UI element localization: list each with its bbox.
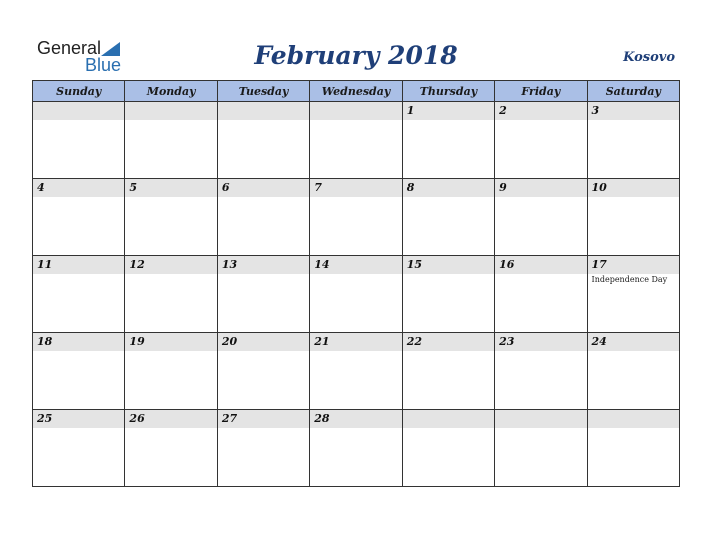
day-cell: [217, 410, 309, 487]
calendar-grid: [32, 80, 680, 487]
day-cell: [587, 256, 679, 333]
day-number: 8: [403, 179, 494, 197]
day-number: 3: [588, 102, 679, 120]
week-row: [33, 256, 680, 333]
day-cell: [495, 102, 587, 179]
day-number: 7: [310, 179, 401, 197]
day-number: [403, 410, 494, 428]
country-label: Kosovo: [623, 50, 675, 65]
day-cell: [495, 333, 587, 410]
day-number: 17: [588, 256, 679, 274]
day-cell: [310, 256, 402, 333]
week-row: [33, 179, 680, 256]
day-number: [218, 102, 309, 120]
day-cell: [402, 256, 494, 333]
day-cell: [587, 333, 679, 410]
day-number: 18: [33, 333, 124, 351]
day-number: 19: [125, 333, 216, 351]
day-cell: [310, 179, 402, 256]
day-cell: [587, 410, 679, 487]
day-number: 14: [310, 256, 401, 274]
day-number: 6: [218, 179, 309, 197]
page-title: February 2018: [254, 41, 458, 70]
day-number: 23: [495, 333, 586, 351]
day-number: 15: [403, 256, 494, 274]
day-cell: [33, 256, 125, 333]
day-number: 21: [310, 333, 401, 351]
day-cell: [402, 410, 494, 487]
logo-word-general: General: [37, 38, 102, 58]
day-number: 27: [218, 410, 309, 428]
weekday-header: Thursday: [402, 81, 494, 102]
day-cell: [310, 410, 402, 487]
day-number: 9: [495, 179, 586, 197]
weekday-header: Wednesday: [310, 81, 402, 102]
day-cell: [125, 410, 217, 487]
weekday-header-row: [33, 81, 680, 102]
day-number: 13: [218, 256, 309, 274]
day-cell: [402, 333, 494, 410]
day-number: 20: [218, 333, 309, 351]
day-number: 22: [403, 333, 494, 351]
day-number: 5: [125, 179, 216, 197]
weekday-header: Saturday: [587, 81, 679, 102]
week-row: [33, 333, 680, 410]
day-number: 28: [310, 410, 401, 428]
day-cell: [33, 102, 125, 179]
day-cell: [33, 179, 125, 256]
day-cell: [495, 179, 587, 256]
day-number: 11: [33, 256, 124, 274]
day-cell: [33, 333, 125, 410]
logo-word-blue: Blue: [85, 55, 122, 75]
day-number: 26: [125, 410, 216, 428]
day-cell: [587, 179, 679, 256]
day-number: 25: [33, 410, 124, 428]
day-number: 10: [588, 179, 679, 197]
day-number: [310, 102, 401, 120]
day-number: 1: [403, 102, 494, 120]
weekday-header: Monday: [125, 81, 217, 102]
day-cell: [33, 410, 125, 487]
day-number: [125, 102, 216, 120]
day-cell: [125, 179, 217, 256]
weekday-header: Sunday: [33, 81, 125, 102]
day-cell: [217, 333, 309, 410]
week-row: [33, 102, 680, 179]
day-cell: [125, 102, 217, 179]
day-number: 24: [588, 333, 679, 351]
week-row: [33, 410, 680, 487]
day-number: [588, 410, 679, 428]
day-cell: [310, 102, 402, 179]
day-number: [33, 102, 124, 120]
day-cell: [587, 102, 679, 179]
day-number: [495, 410, 586, 428]
day-cell: [217, 179, 309, 256]
holiday-label: Independence Day: [591, 275, 668, 284]
day-number: 4: [33, 179, 124, 197]
weekday-header: Friday: [495, 81, 587, 102]
day-number: 2: [495, 102, 586, 120]
day-cell: [125, 333, 217, 410]
day-number: 16: [495, 256, 586, 274]
day-cell: [217, 256, 309, 333]
weekday-header: Tuesday: [217, 81, 309, 102]
day-cell: [495, 410, 587, 487]
day-cell: [217, 102, 309, 179]
day-cell: [495, 256, 587, 333]
day-cell: [402, 179, 494, 256]
day-number: 12: [125, 256, 216, 274]
day-cell: [310, 333, 402, 410]
day-cell: [125, 256, 217, 333]
day-cell: [402, 102, 494, 179]
